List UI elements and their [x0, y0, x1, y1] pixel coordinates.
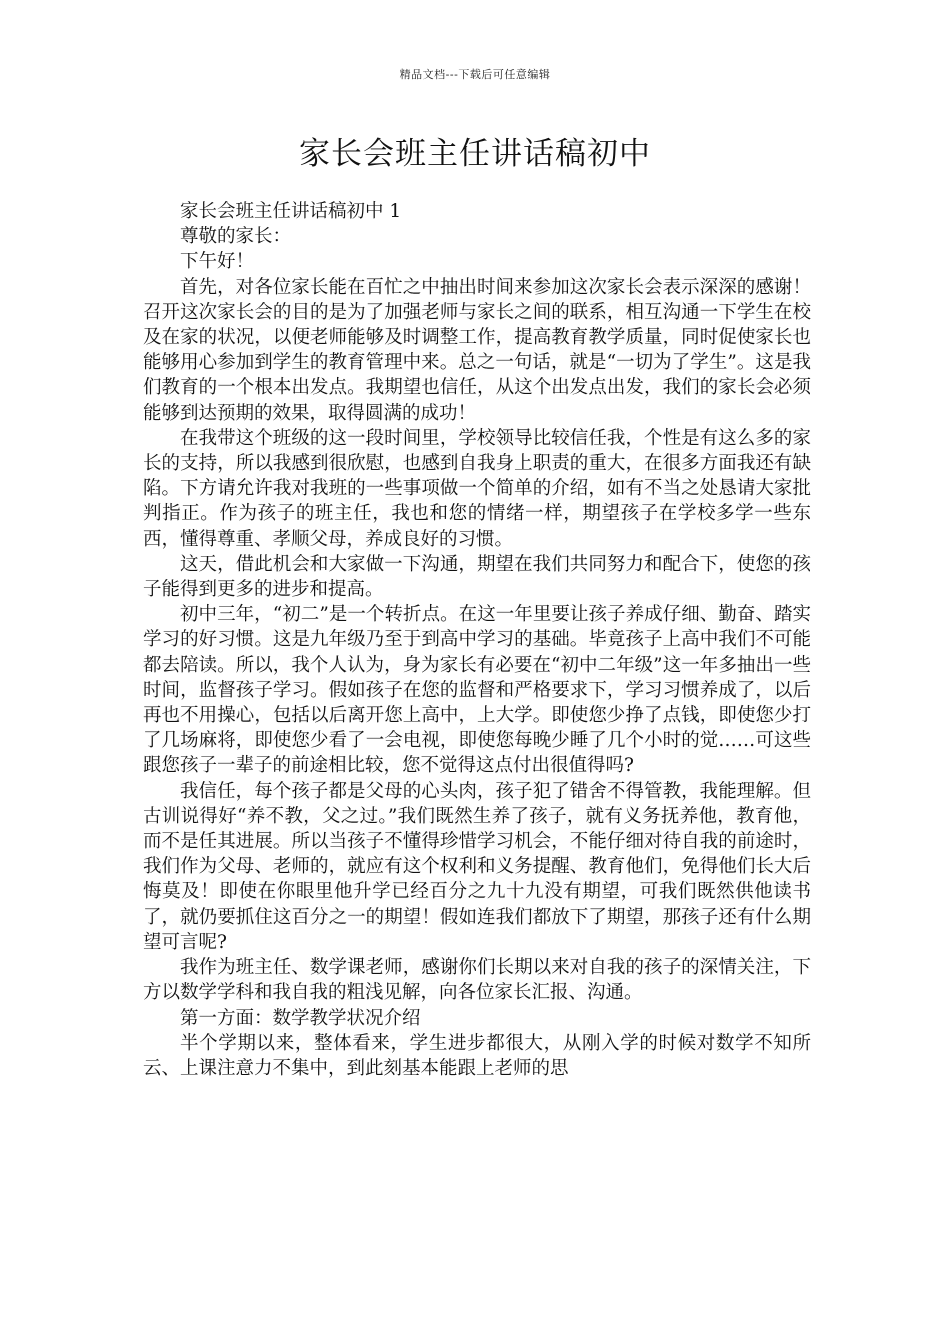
- document-title: 家长会班主任讲话稿初中: [299, 136, 651, 172]
- body-paragraph: 半个学期以来，整体看来，学生进步都很大，从刚入学的时候对数学不知所云、上课注意力不集中，到此刻基本能跟上老师的思: [143, 1032, 811, 1079]
- greeting: 下午好！: [180, 251, 255, 273]
- body-paragraph: 在我带这个班级的这一段时间里，学校领导比较信任我，个性是有这么多的家长的支持，所以我感到很欣慰，也感到自我身上职责的重大，在很多方面我还有缺陷。下方请允许我对我班的一些事项做一个简单的介绍，如有不当之处恳请大家批判指正。作为孩子的班主任，我也和您的情绪一样，期望孩子在学校多学一些东西，懂得尊重、孝顺父母，养成良好的习惯。: [143, 427, 811, 550]
- subsection-heading: 第一方面：数学教学状况介绍: [180, 1007, 421, 1029]
- document-body: [143, 199, 811, 1081]
- body-paragraph: 首先，对各位家长能在百忙之中抽出时间来参加这次家长会表示深深的感谢！召开这次家长会的目的是为了加强老师与家长之间的联系，相互沟通一下学生在校及在家的状况，以便老师能够及时调整工作，提高教育教学质量，同时促使家长也能够用心参加到学生的教育管理中来。总之一句话，就是“一切为了学生”。这是我们教育的一个根本出发点。我期望也信任，从这个出发点出发，我们的家长会必须能够到达预期的效果，取得圆满的成功！: [143, 276, 811, 424]
- section-heading: 家长会班主任讲话稿初中 1: [180, 201, 402, 222]
- body-paragraph: 初中三年，“初二”是一个转折点。在这一年里要让孩子养成仔细、勤奋、踏实学习的好习惯。这是九年级乃至于到高中学习的基础。毕竟孩子上高中我们不可能都去陪读。所以，我个人认为，身为家长有必要在“初中二年级”这一年多抽出一些时间，监督孩子学习。假如孩子在您的监督和严格要求下，学习习惯养成了，以后再也不用操心，包括以后离开您上高中，上大学。即使您少挣了点钱，即使您少打了几场麻将，即使您少看了一会电视，即使您每晚少睡了几个小时的觉……可这些跟您孩子一辈子的前途相比较，您不觉得这点付出很值得吗?: [143, 604, 811, 777]
- body-paragraph: 我作为班主任、数学课老师，感谢你们长期以来对自我的孩子的深情关注，下方以数学学科和我自我的粗浅见解，向各位家长汇报、沟通。: [143, 957, 811, 1004]
- salutation: 尊敬的家长：: [180, 226, 292, 248]
- body-paragraph: 这天，借此机会和大家做一下沟通，期望在我们共同努力和配合下，使您的孩子能得到更多的进步和提高。: [143, 553, 811, 601]
- page-header: 精品文档---下载后可任意编辑: [399, 68, 551, 81]
- body-paragraph: 我信任，每个孩子都是父母的心头肉，孩子犯了错舍不得管教，我能理解。但古训说得好“养不教，父之过。”我们既然生养了孩子，就有义务抚养他，教育他，而不是任其进展。所以当孩子不懂得珍惜学习机会，不能仔细对待自我的前途时，我们作为父母、老师的，就应有这个权利和义务提醒、教育他们，免得他们长大后悔莫及！即使在你眼里他升学已经百分之九十九没有期望，可我们既然供他读书了，就仍要抓住这百分之一的期望！假如连我们都放下了期望，那孩子还有什么期望可言呢?: [143, 780, 811, 953]
